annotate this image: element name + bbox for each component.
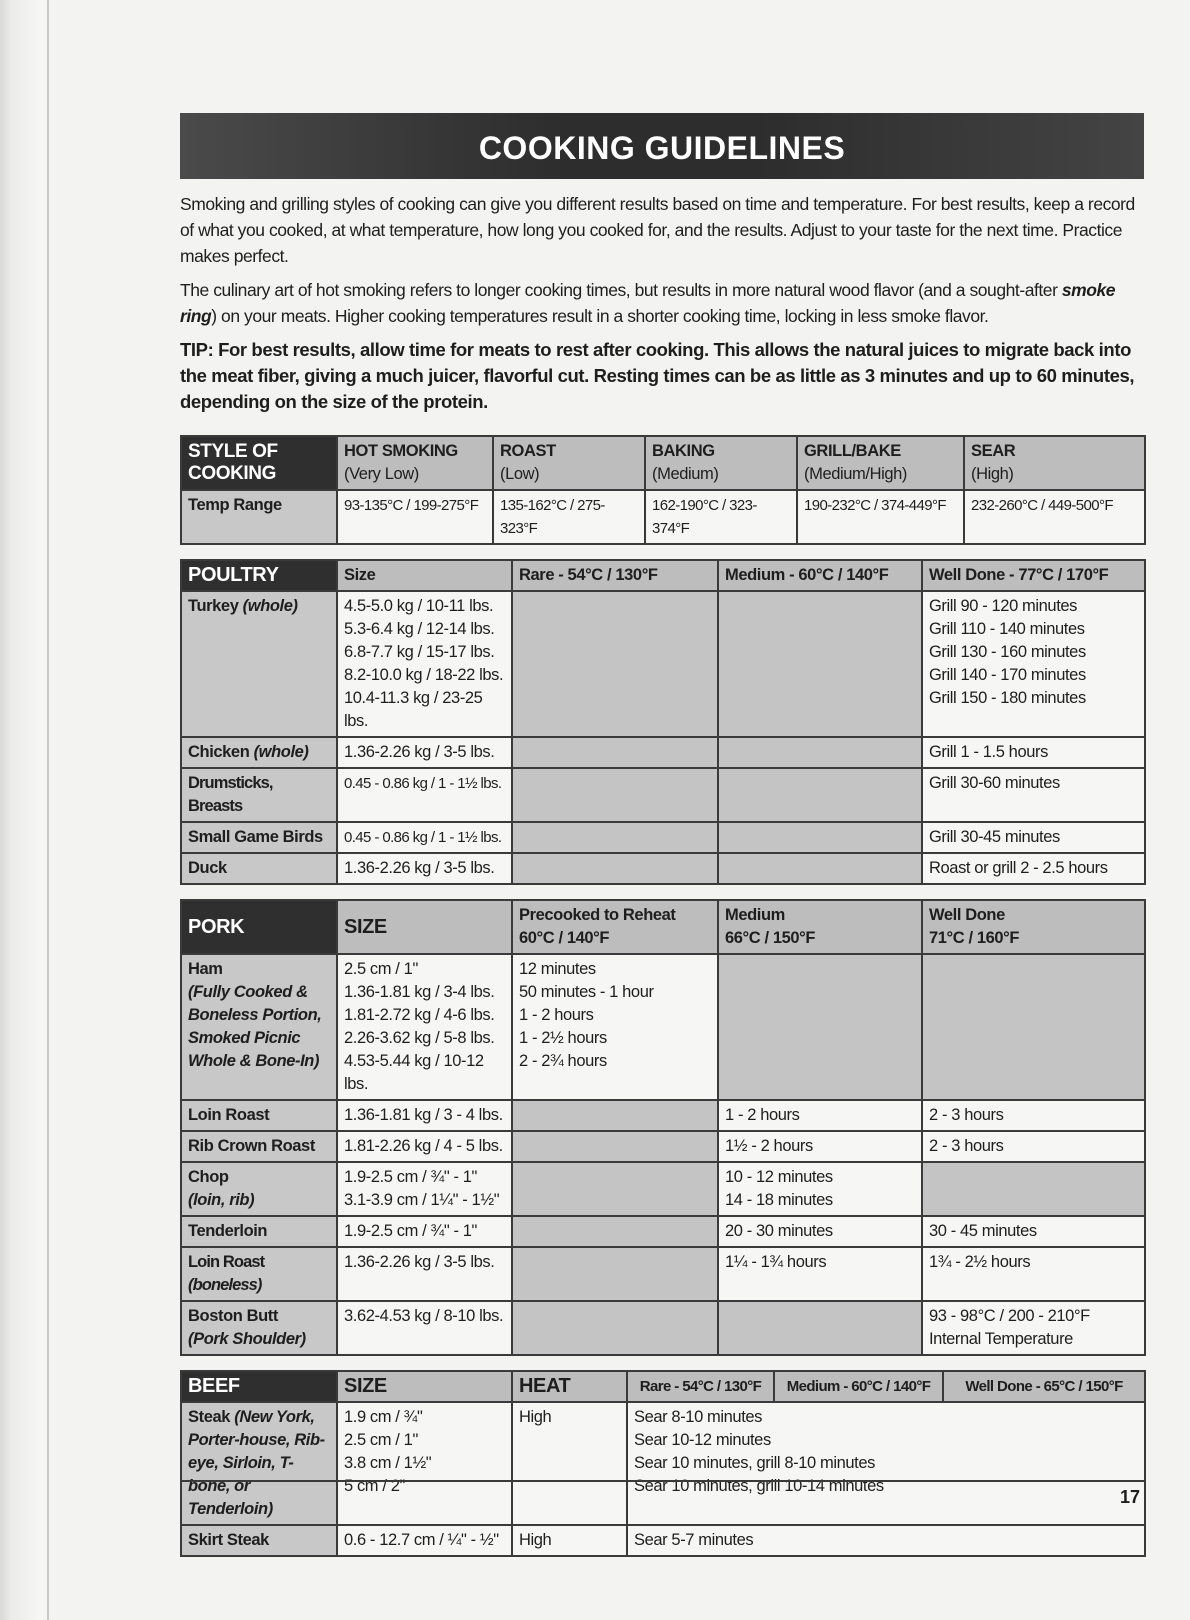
pork-size-cell: 1.81-2.26 kg / 4 - 5 lbs. bbox=[337, 1131, 512, 1162]
temp-range-value: 135-162°C / 275-323°F bbox=[493, 490, 645, 544]
item-qualifier: (Fully Cooked & bbox=[188, 983, 308, 1001]
time-line: Grill 140 - 170 minutes bbox=[929, 666, 1086, 684]
style-sear bbox=[964, 436, 1145, 490]
style-level: (Low) bbox=[500, 465, 540, 483]
pork-header-row bbox=[181, 900, 1145, 954]
intro-paragraph-2 bbox=[180, 277, 1144, 329]
header-line: 60°C / 140°F bbox=[519, 929, 610, 947]
style-name: GRILL/BAKE bbox=[804, 442, 901, 460]
beef-table bbox=[180, 1370, 1146, 1557]
time-line: Sear 8-10 minutes bbox=[634, 1408, 763, 1426]
item-qualifier: (Pork Shoulder) bbox=[188, 1330, 306, 1348]
header-line: Well Done bbox=[929, 906, 1005, 924]
pork-item-name bbox=[181, 954, 337, 1100]
size-line: 3.1-3.9 cm / 1¼" - 1½" bbox=[344, 1191, 500, 1209]
pork-well-cell: 30 - 45 minutes bbox=[922, 1216, 1145, 1247]
pork-item-name: Rib Crown Roast bbox=[181, 1131, 337, 1162]
style-header-row bbox=[181, 436, 1145, 490]
beef-title: BEEF bbox=[181, 1371, 337, 1402]
item-qualifier: Whole & Bone-In) bbox=[188, 1052, 320, 1070]
poultry-row-drumsticks bbox=[181, 768, 1145, 822]
poultry-medium-cell bbox=[718, 768, 922, 822]
style-level: (High) bbox=[971, 465, 1014, 483]
item-qualifier: (whole) bbox=[242, 597, 298, 615]
pork-well-cell bbox=[922, 954, 1145, 1100]
size-line: 4.53-5.44 kg / 10-12 lbs. bbox=[344, 1052, 484, 1093]
poultry-row-small-game-birds bbox=[181, 822, 1145, 853]
size-line: 1.36-1.81 kg / 3-4 lbs. bbox=[344, 983, 495, 1001]
pork-reheat-cell bbox=[512, 1131, 718, 1162]
pork-medium-cell bbox=[718, 954, 922, 1100]
pork-size-cell bbox=[337, 1162, 512, 1216]
pork-well-cell: 2 - 3 hours bbox=[922, 1100, 1145, 1131]
temp-range-value: 93-135°C / 199-275°F bbox=[337, 490, 493, 544]
pork-row-rib-crown-roast bbox=[181, 1131, 1145, 1162]
temp-range-value: 190-232°C / 374-449°F bbox=[797, 490, 964, 544]
item-name: Loin Roast bbox=[188, 1253, 265, 1271]
poultry-size-cell bbox=[337, 591, 512, 737]
size-line: 5 cm / 2" bbox=[344, 1477, 405, 1495]
poultry-rare-cell bbox=[512, 853, 718, 884]
poultry-item-name: Drumsticks, Breasts bbox=[181, 768, 337, 822]
beef-heat-cell: High bbox=[512, 1402, 627, 1525]
size-line: 2.26-3.62 kg / 5-8 lbs. bbox=[344, 1029, 495, 1047]
size-line: 2.5 cm / 1" bbox=[344, 1431, 418, 1449]
intro-paragraph-1: Smoking and grilling styles of cooking can give you different results based on time and temperature. For best results, keep a record of what you cooked, at what temperature, how long you cooked for, and the results. Adjust to your taste for the next time. Practice makes perfect. bbox=[180, 194, 1135, 266]
style-baking bbox=[645, 436, 797, 490]
style-name: SEAR bbox=[971, 442, 1016, 460]
time-line: Sear 10 minutes, grill 10-14 minutes bbox=[634, 1477, 884, 1495]
pork-size-cell bbox=[337, 954, 512, 1100]
time-line: 50 minutes - 1 hour bbox=[519, 983, 654, 1001]
pork-item-name bbox=[181, 1301, 337, 1355]
beef-size-cell: 0.6 - 12.7 cm / ¼" - ½" bbox=[337, 1525, 512, 1556]
pork-well-cell bbox=[922, 1162, 1145, 1216]
poultry-row-chicken bbox=[181, 737, 1145, 768]
size-line: 1.9-2.5 cm / ¾" - 1" bbox=[344, 1168, 478, 1186]
beef-item-name bbox=[181, 1402, 337, 1525]
beef-time-cell: Sear 5-7 minutes bbox=[627, 1525, 1145, 1556]
item-name: Boston Butt bbox=[188, 1307, 278, 1325]
pork-size-cell: 1.36-2.26 kg / 3-5 lbs. bbox=[337, 1247, 512, 1301]
pork-reheat-cell bbox=[512, 1301, 718, 1355]
time-line: Grill 90 - 120 minutes bbox=[929, 597, 1078, 615]
header-line: 71°C / 160°F bbox=[929, 929, 1020, 947]
style-of-cooking-table bbox=[180, 435, 1146, 545]
pork-row-ham bbox=[181, 954, 1145, 1100]
beef-header-row bbox=[181, 1371, 1145, 1402]
intro-p2-start: The culinary art of hot smoking refers to longer cooking times, but results in more natural wood flavor (and a sought-after bbox=[180, 280, 1062, 300]
pork-size-header: SIZE bbox=[337, 900, 512, 954]
beef-medium-header: Medium - 60°C / 140°F bbox=[774, 1371, 943, 1402]
time-line: 12 minutes bbox=[519, 960, 596, 978]
page-binding-edge bbox=[0, 0, 58, 1620]
poultry-row-duck bbox=[181, 853, 1145, 884]
poultry-rare-cell bbox=[512, 591, 718, 737]
pork-title: PORK bbox=[181, 900, 337, 954]
item-qualifier: (whole) bbox=[253, 743, 309, 761]
beef-item-name: Skirt Steak bbox=[181, 1525, 337, 1556]
beef-row-skirt-steak bbox=[181, 1525, 1145, 1556]
poultry-medium-header: Medium - 60°C / 140°F bbox=[718, 560, 922, 591]
pork-medium-cell bbox=[718, 1301, 922, 1355]
time-line: Grill 110 - 140 minutes bbox=[929, 620, 1085, 638]
pork-reheat-cell bbox=[512, 1216, 718, 1247]
poultry-size-cell: 1.36-2.26 kg / 3-5 lbs. bbox=[337, 853, 512, 884]
item-name: Chicken bbox=[188, 743, 254, 761]
poultry-well-cell: Roast or grill 2 - 2.5 hours bbox=[922, 853, 1145, 884]
pork-row-chop bbox=[181, 1162, 1145, 1216]
header-line: Medium bbox=[725, 906, 785, 924]
beef-size-header: SIZE bbox=[337, 1371, 512, 1402]
temp-range-value: 162-190°C / 323-374°F bbox=[645, 490, 797, 544]
time-line: Sear 10-12 minutes bbox=[634, 1431, 771, 1449]
style-level: (Medium) bbox=[652, 465, 719, 483]
size-line: 8.2-10.0 kg / 18-22 lbs. bbox=[344, 666, 504, 684]
size-line: 1.9 cm / ¾" bbox=[344, 1408, 423, 1426]
poultry-well-cell: Grill 1 - 1.5 hours bbox=[922, 737, 1145, 768]
poultry-medium-cell bbox=[718, 591, 922, 737]
intro-text bbox=[180, 191, 1144, 415]
size-line: 4.5-5.0 kg / 10-11 lbs. bbox=[344, 597, 494, 615]
beef-rare-header: Rare - 54°C / 130°F bbox=[627, 1371, 774, 1402]
poultry-well-cell: Grill 30-60 minutes bbox=[922, 768, 1145, 822]
time-line: 1 - 2½ hours bbox=[519, 1029, 607, 1047]
poultry-medium-cell bbox=[718, 822, 922, 853]
item-qualifier: (New York, Porter-house, Rib-eye, Sirloin, T-bone, or Tenderloin) bbox=[188, 1408, 325, 1518]
style-name: ROAST bbox=[500, 442, 556, 460]
size-line: 5.3-6.4 kg / 12-14 lbs. bbox=[344, 620, 495, 638]
beef-heat-cell: High bbox=[512, 1525, 627, 1556]
pork-item-name: Tenderloin bbox=[181, 1216, 337, 1247]
item-name: Ham bbox=[188, 960, 223, 978]
beef-heat-header: HEAT bbox=[512, 1371, 627, 1402]
item-name: Turkey bbox=[188, 597, 243, 615]
pork-medium-header bbox=[718, 900, 922, 954]
item-qualifier: (boneless) bbox=[188, 1276, 262, 1294]
poultry-rare-cell bbox=[512, 822, 718, 853]
time-line: Grill 130 - 160 minutes bbox=[929, 643, 1086, 661]
pork-item-name bbox=[181, 1247, 337, 1301]
item-name: Chop bbox=[188, 1168, 229, 1186]
poultry-well-header: Well Done - 77°C / 170°F bbox=[922, 560, 1145, 591]
header-line: 66°C / 150°F bbox=[725, 929, 816, 947]
style-grill-bake bbox=[797, 436, 964, 490]
pork-size-cell: 1.36-1.81 kg / 3 - 4 lbs. bbox=[337, 1100, 512, 1131]
style-of-cooking-header: STYLE OF COOKING bbox=[181, 436, 337, 490]
poultry-rare-header: Rare - 54°C / 130°F bbox=[512, 560, 718, 591]
poultry-rare-cell bbox=[512, 768, 718, 822]
page-number: 17 bbox=[1120, 1487, 1141, 1507]
time-line: 14 - 18 minutes bbox=[725, 1191, 833, 1209]
pork-item-name bbox=[181, 1162, 337, 1216]
poultry-well-cell bbox=[922, 591, 1145, 737]
time-line: Internal Temperature bbox=[929, 1330, 1073, 1348]
size-line: 2.5 cm / 1" bbox=[344, 960, 418, 978]
page-title: COOKING GUIDELINES bbox=[180, 113, 1144, 179]
poultry-item-name bbox=[181, 737, 337, 768]
item-qualifier: (loin, rib) bbox=[188, 1191, 255, 1209]
pork-reheat-cell bbox=[512, 1247, 718, 1301]
pork-medium-cell: 20 - 30 minutes bbox=[718, 1216, 922, 1247]
poultry-table bbox=[180, 559, 1146, 885]
poultry-size-cell: 1.36-2.26 kg / 3-5 lbs. bbox=[337, 737, 512, 768]
poultry-title: POULTRY bbox=[181, 560, 337, 591]
poultry-size-header: Size bbox=[337, 560, 512, 591]
pork-reheat-header bbox=[512, 900, 718, 954]
pork-medium-cell: 1 - 2 hours bbox=[718, 1100, 922, 1131]
style-level: (Medium/High) bbox=[804, 465, 907, 483]
size-line: 6.8-7.7 kg / 15-17 lbs. bbox=[344, 643, 495, 661]
poultry-rare-cell bbox=[512, 737, 718, 768]
pork-well-cell: 2 - 3 hours bbox=[922, 1131, 1145, 1162]
time-line: Sear 10 minutes, grill 8-10 minutes bbox=[634, 1454, 875, 1472]
style-name: HOT SMOKING bbox=[344, 442, 458, 460]
temp-range-value: 232-260°C / 449-500°F bbox=[964, 490, 1145, 544]
style-name: BAKING bbox=[652, 442, 715, 460]
beef-size-cell bbox=[337, 1402, 512, 1525]
poultry-header-row bbox=[181, 560, 1145, 591]
poultry-well-cell: Grill 30-45 minutes bbox=[922, 822, 1145, 853]
poultry-size-cell: 0.45 - 0.86 kg / 1 - 1½ lbs. bbox=[337, 822, 512, 853]
beef-well-header: Well Done - 65°C / 150°F bbox=[943, 1371, 1145, 1402]
pork-size-cell: 1.9-2.5 cm / ¾" - 1" bbox=[337, 1216, 512, 1247]
item-name: Steak bbox=[188, 1408, 235, 1426]
pork-well-header bbox=[922, 900, 1145, 954]
pork-row-loin-roast bbox=[181, 1100, 1145, 1131]
tip-text: TIP: For best results, allow time for meats to rest after cooking. This allows the natural juices to migrate back into the meat fiber, giving a much juicer, flavorful cut. Resting times can be as little as 3 minutes and up to 60 minutes, depending on the size of the protein. bbox=[180, 339, 1135, 412]
item-qualifier: Smoked Picnic bbox=[188, 1029, 301, 1047]
page-content bbox=[180, 113, 1144, 1557]
size-line: 10.4-11.3 kg / 23-25 lbs. bbox=[344, 689, 483, 730]
time-line: 93 - 98°C / 200 - 210°F bbox=[929, 1307, 1090, 1325]
poultry-item-name: Small Game Birds bbox=[181, 822, 337, 853]
poultry-item-name: Duck bbox=[181, 853, 337, 884]
time-line: 10 - 12 minutes bbox=[725, 1168, 833, 1186]
style-level: (Very Low) bbox=[344, 465, 419, 483]
item-qualifier: Boneless Portion, bbox=[188, 1006, 322, 1024]
time-line: 1 - 2 hours bbox=[519, 1006, 594, 1024]
intro-p2-end: ) on your meats. Higher cooking temperatures result in a shorter cooking time, locking in less smoke flavor. bbox=[211, 306, 989, 326]
pork-size-cell: 3.62-4.53 kg / 8-10 lbs. bbox=[337, 1301, 512, 1355]
pork-item-name: Loin Roast bbox=[181, 1100, 337, 1131]
beef-row-steak bbox=[181, 1402, 1145, 1525]
poultry-row-turkey bbox=[181, 591, 1145, 737]
time-line: 2 - 2¾ hours bbox=[519, 1052, 607, 1070]
pork-medium-cell: 1¼ - 1¾ hours bbox=[718, 1247, 922, 1301]
time-line: Grill 150 - 180 minutes bbox=[929, 689, 1086, 707]
pork-well-cell: 1¾ - 2½ hours bbox=[922, 1247, 1145, 1301]
pork-well-cell bbox=[922, 1301, 1145, 1355]
poultry-medium-cell bbox=[718, 737, 922, 768]
pork-row-boston-butt bbox=[181, 1301, 1145, 1355]
footer-rule bbox=[180, 1480, 1144, 1482]
header-line: Precooked to Reheat bbox=[519, 906, 676, 924]
pork-medium-cell: 1½ - 2 hours bbox=[718, 1131, 922, 1162]
poultry-medium-cell bbox=[718, 853, 922, 884]
temp-range-label: Temp Range bbox=[181, 490, 337, 544]
size-line: 3.8 cm / 1½" bbox=[344, 1454, 432, 1472]
poultry-size-cell: 0.45 - 0.86 kg / 1 - 1½ lbs. bbox=[337, 768, 512, 822]
style-roast bbox=[493, 436, 645, 490]
pork-row-tenderloin bbox=[181, 1216, 1145, 1247]
pork-reheat-cell bbox=[512, 954, 718, 1100]
poultry-item-name bbox=[181, 591, 337, 737]
size-line: 1.81-2.72 kg / 4-6 lbs. bbox=[344, 1006, 495, 1024]
smoke-ring-term: smoke ring bbox=[180, 280, 1116, 326]
temp-range-row bbox=[181, 490, 1145, 544]
style-hot-smoking bbox=[337, 436, 493, 490]
pork-table bbox=[180, 899, 1146, 1356]
beef-time-cell bbox=[627, 1402, 1145, 1525]
pork-row-loin-roast-boneless bbox=[181, 1247, 1145, 1301]
pork-medium-cell bbox=[718, 1162, 922, 1216]
pork-reheat-cell bbox=[512, 1162, 718, 1216]
pork-reheat-cell bbox=[512, 1100, 718, 1131]
